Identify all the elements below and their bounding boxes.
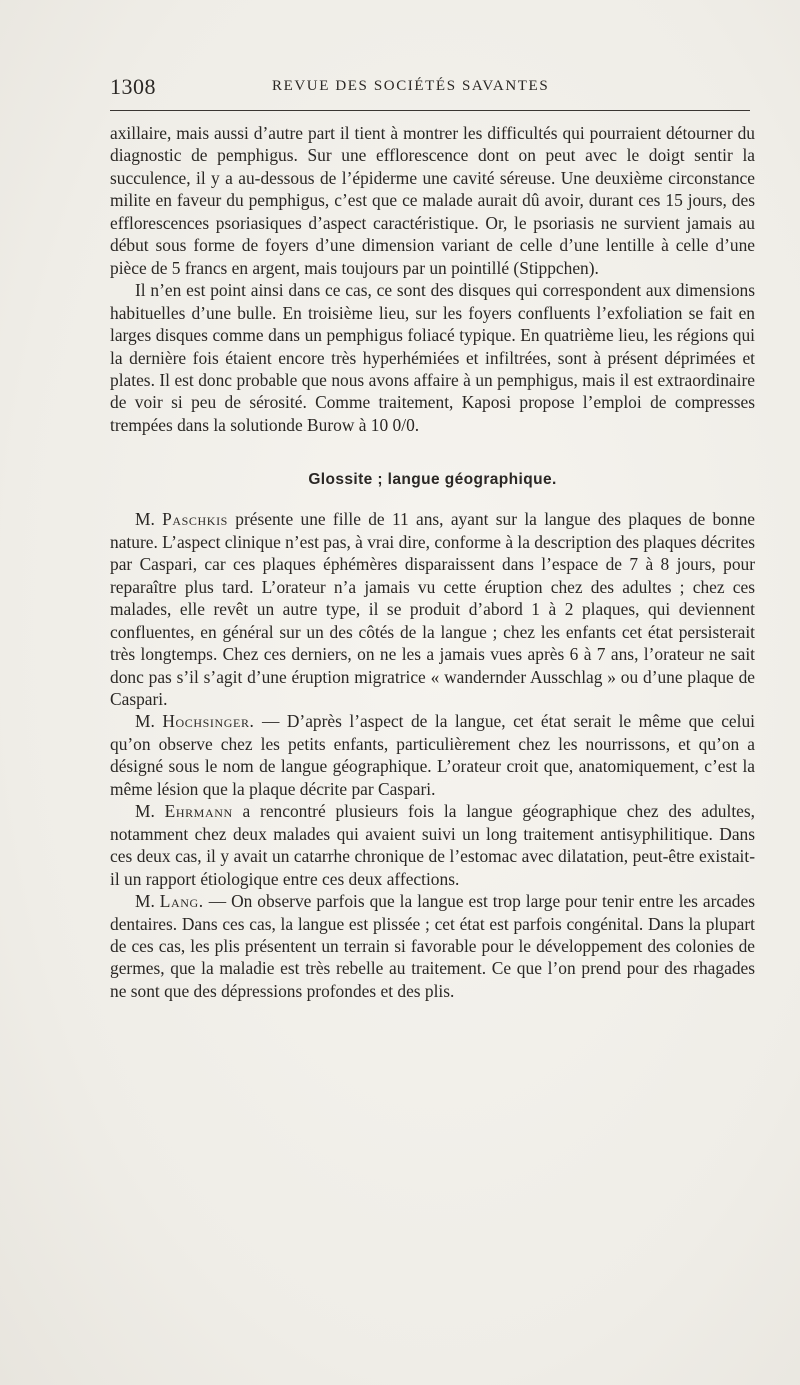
paragraph: Il n’en est point ainsi dans ce cas, ce sont des disques qui correspondent aux dimensions habituelles d’une bulle. En troisième lieu, sur les foyers confluents l’exfoliation se fait en larges disques comme dans un pemphigus foliacé typique. En quatrième lieu, les régions qui la dernière fois étaient encore très hyperhémiées et infiltrées, sont à présent déprimées et plates. Il est donc probable que nous avons affaire à un pemphigus, mais il est extraordinaire de voir si peu de sérosité. Comme traitement, Kaposi propose l’emploi de compresses trempées dans la solutionde Burow à 10 0/0. — [110, 280, 755, 435]
speaker-name: Ehrmann — [164, 801, 233, 822]
speech-lang: M. Lang. — On observe parfois que la langue est trop large pour tenir entre les arcades dentaires. Dans ces cas, la langue est plissée ; cet état est parfois congénital. Dans la plupart de ces cas, les plis présentent un terrain si favorable pour le développement des colonies de germes, que la maladie est très rebelle au traitement. Ce que l’on prend pour des rhagades ne sont que des dépressions profondes et des plis. — [110, 891, 755, 1001]
speech-hochsinger: M. Hochsinger. — D’après l’aspect de la langue, cet état serait le même que celui qu’on observe chez les petits enfants, particulièrement chez les nourrissons, et qu’on a désigné sous le nom de langue géographique. L’orateur croit que, anatomiquement, c’est la même lésion que la plaque décrite par Caspari. — [110, 711, 755, 799]
speaker-name: Lang. — [159, 891, 204, 912]
page-header — [110, 74, 750, 102]
header-rule — [110, 110, 750, 111]
paragraph-continued: axillaire, mais aussi d’autre part il tient à montrer les difficultés qui pourraient détourner du diagnostic de pemphigus. Sur une efflorescence dont on peut avec le doigt sentir la succulence, il y a au-dessous de l’épiderme une cavité séreuse. Une deuxième circonstance milite en faveur du pemphigus, c’est que ce malade aurait dû avoir, durant ces 15 jours, des efflorescences psoriasiques d’aspect caractéristique. Or, le psoriasis ne survient jamais au début sous forme de foyers d’une dimension variant de celle d’une lentille à celle d’une pièce de 5 francs en argent, mais toujours par un pointillé (Stippchen). — [110, 123, 755, 278]
article-body — [110, 122, 755, 1002]
running-title: REVUE DES SOCIÉTÉS SAVANTES — [272, 78, 550, 94]
speech-paschkis: M. Paschkis présente une fille de 11 ans, ayant sur la langue des plaques de bonne nature. L’aspect clinique n’est pas, à vrai dire, conforme à la description des plaques décrites par Caspari, car ces plaques éphémères disparaissent dans l’espace de 7 à 8 jours, pour reparaître plus tard. L’orateur n’a jamais vu cette éruption chez des adultes ; chez ces malades, elle revêt un autre type, il se produit d’abord 1 à 2 plaques, qui deviennent confluentes, en général sur un des côtés de la langue ; chez les enfants cet état persisterait très longtemps. Chez ces derniers, on ne les a jamais vues après 6 à 7 ans, l’orateur ne sait donc pas s’il s’agit d’une éruption migratrice « wandernder Ausschlag » ou d’une plaque de Caspari. — [110, 509, 755, 709]
section-title: Glossite ; langue géographique. — [308, 471, 557, 489]
page-number: 1308 — [110, 74, 156, 99]
speaker-name: Paschkis — [162, 509, 228, 530]
speech-text: présente une fille de 11 ans, ayant sur la langue des plaques de bonne nature. L’aspect clinique n’est pas, à vrai dire, conforme à la description des plaques décrites par Caspari, car ces plaques éphémères disparaissent dans l’espace de 7 à 8 jours, pour reparaître plus tard. L’orateur n’a jamais vu cette éruption chez des adultes ; chez ces malades, elle revêt un autre type, il se produit d’abord 1 à 2 plaques, qui deviennent confluentes, en général sur un des côtés de la langue ; chez les enfants cet état persisterait très longtemps. Chez ces derniers, on ne les a jamais vues après 6 à 7 ans, l’orateur ne sait donc pas s’il s’agit d’une éruption migratrice « wandernder Ausschlag » ou d’une plaque de Caspari. — [110, 509, 755, 709]
speech-text: — D’après l’aspect de la langue, cet état serait le même que celui qu’on observe chez les petits enfants, particulièrement chez les nourrissons, et qu’on a désigné sous le nom de langue géographique. L’orateur croit que, anatomiquement, c’est la même lésion que la plaque décrite par Caspari. — [110, 711, 755, 799]
speech-text: a rencontré plusieurs fois la langue géographique chez des adultes, notamment chez deux malades qui avaient suivi un long traitement antisyphilitique. Dans ces deux cas, il y avait un catarrhe chronique de l’estomac avec dilatation, peut-être existait-il un rapport étiologique entre ces deux affections. — [110, 801, 755, 889]
speaker-name: Hochsinger. — [162, 711, 255, 732]
speech-text: — On observe parfois que la langue est trop large pour tenir entre les arcades dentaires. Dans ces cas, la langue est plissée ; cet état est parfois congénital. Dans la plupart de ces cas, les plis présentent un terrain si favorable pour le développement des colonies de germes, que la maladie est très rebelle au traitement. Ce que l’on prend pour des rhagades ne sont que des dépressions profondes et des plis. — [110, 891, 755, 1001]
speech-ehrmann: M. Ehrmann a rencontré plusieurs fois la langue géographique chez des adultes, notamment chez deux malades qui avaient suivi un long traitement antisyphilitique. Dans ces deux cas, il y avait un catarrhe chronique de l’estomac avec dilatation, peut-être existait-il un rapport étiologique entre ces deux affections. — [110, 801, 755, 889]
